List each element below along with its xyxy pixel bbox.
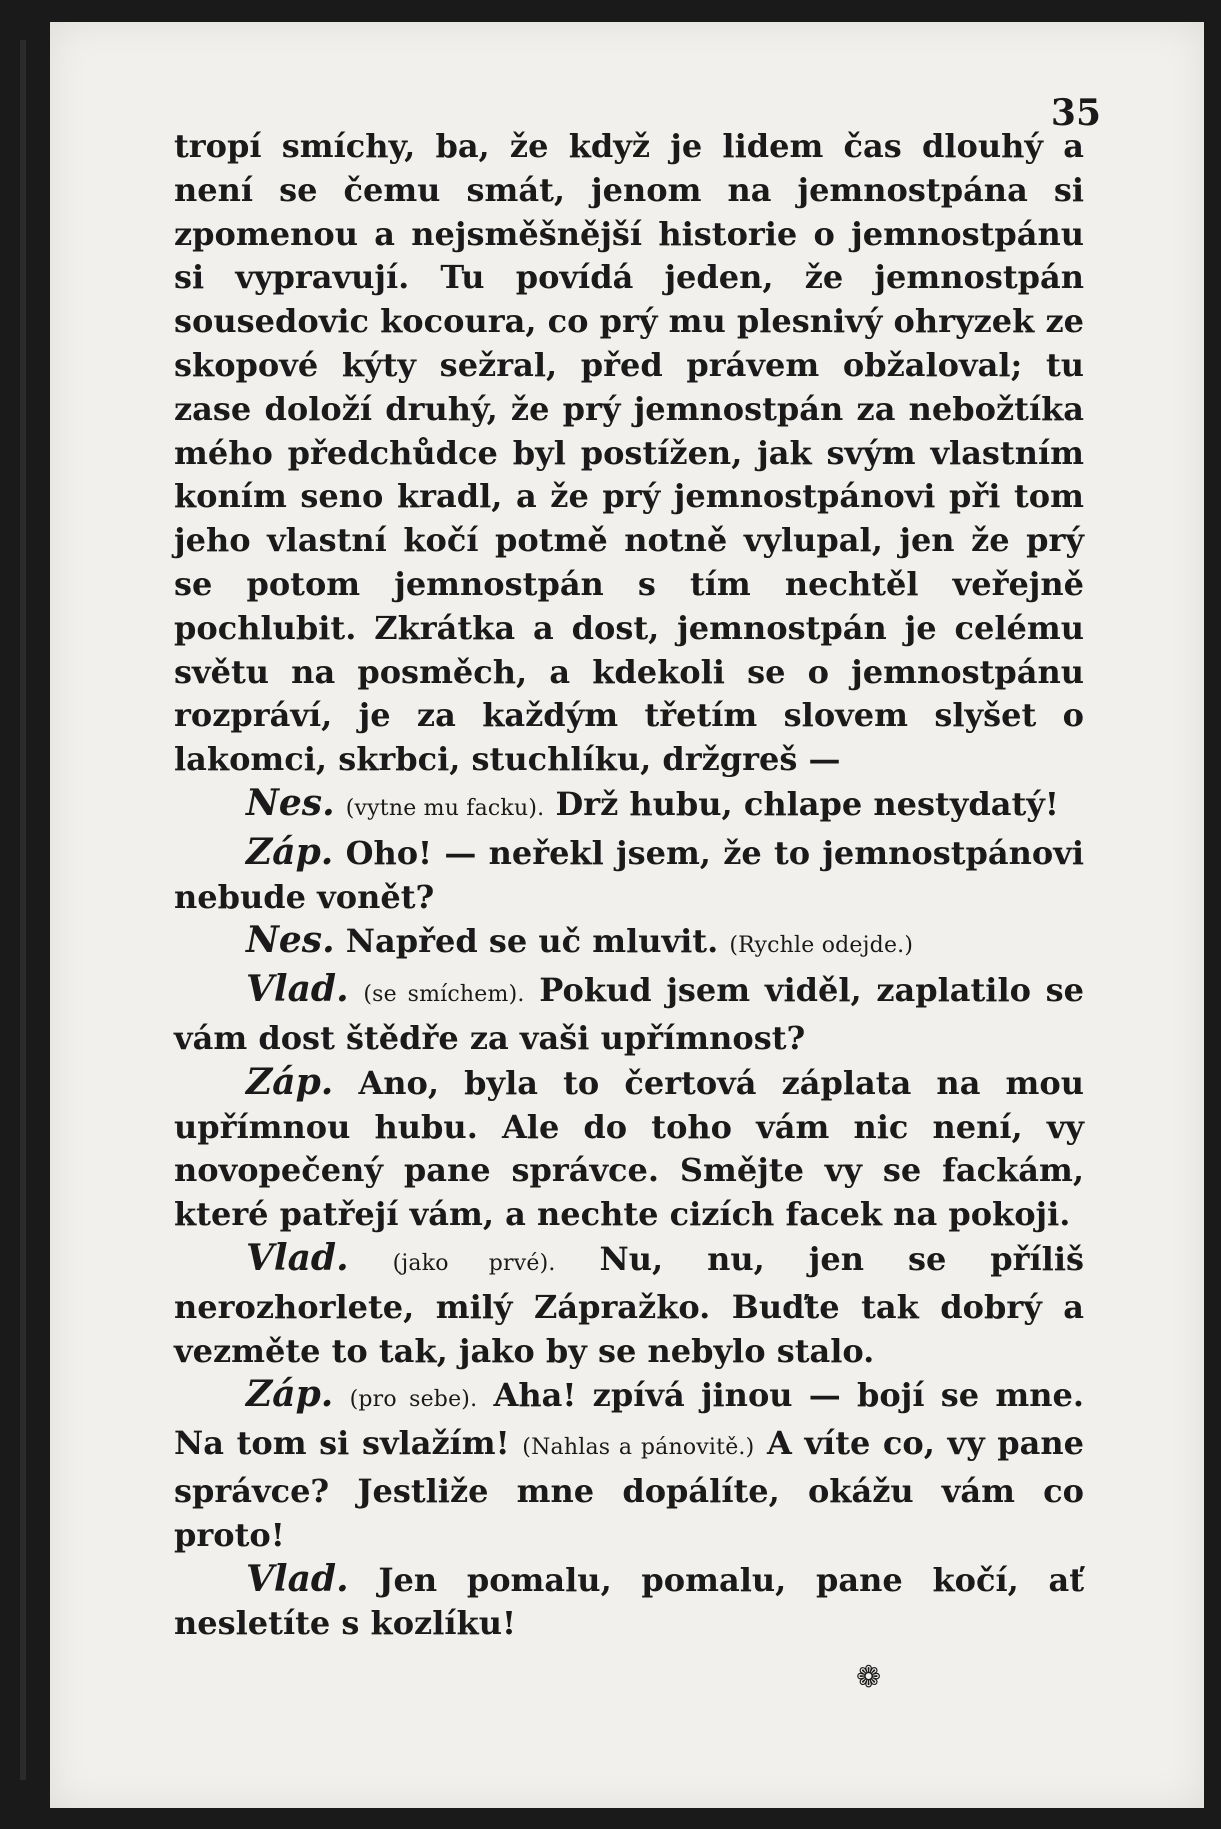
speech-text: A víte co, vy pane správce? Jestliže mne dopálíte, okážu vám co proto! [174, 1424, 1085, 1554]
speech-7 [174, 1373, 1084, 1557]
speaker-name: Záp. [246, 1373, 334, 1416]
speaker-name: Vlad. [246, 1557, 349, 1600]
speech-2 [174, 831, 1084, 920]
page-number: 35 [1050, 92, 1101, 134]
stage-direction: (vytne mu facku). [345, 795, 545, 821]
speaker-name: Nes. [246, 781, 335, 824]
speaker-name: Nes. [246, 919, 335, 962]
speech-3 [174, 919, 1084, 968]
speaker-name: Záp. [246, 1060, 334, 1103]
speech-text: Aha! zpívá jinou — bojí se mne. Na tom si svlažím! [174, 1376, 1084, 1463]
stage-direction: (jako prvé). [392, 1250, 556, 1276]
speech-text: Ano, byla to čertová záplata na mou upřímnou hubu. Ale do toho vám nic není, vy novopečený pane správce. Smějte vy se fackám, které patřejí vám, a nechte cizích facek na pokoji. [174, 1063, 1085, 1234]
stage-direction: (Nahlas a pánovitě.) [522, 1435, 755, 1461]
stage-direction: (se smíchem). [363, 982, 525, 1008]
speech-4 [174, 968, 1084, 1061]
speaker-name: Vlad. [246, 1236, 349, 1279]
stage-direction: (Rychle odejde.) [729, 933, 914, 959]
speech-5 [174, 1061, 1084, 1237]
speech-6 [174, 1237, 1084, 1373]
speech-text: Jen pomalu, pomalu, pane kočí, ať nesletíte s kozlíku! [174, 1560, 1085, 1643]
opening-paragraph: tropí smíchy, ba, že když je lidem čas dlouhý a není se čemu smát, jenom na jemnostpána si zpomenou a nejsměšnější historie o jemnostpánu si vypravují. Tu povídá jeden, že jemnostpán sousedovic kocoura, co prý mu plesnivý ohryzek ze skopové kýty sežral, před právem obžaloval; tu zase doloží druhý, že prý jemnostpán za nebožtíka mého předchůdce byl postížen, jak svým vlastním koním seno kradl, a že prý jemnostpánovi při tom jeho vlastní kočí potmě notně vylupal, jen že prý se potom jemnostpán s tím nechtěl veřejně pochlubit. Zkrátka a dost, jemnostpán je celému světu na posměch, a kdekoli se o jemnostpánu rozpráví, je za každým třetím slovem slyšet o lakomci, skrbci, stuchlíku, držgreš — [174, 127, 1084, 779]
speaker-name: Vlad. [246, 968, 349, 1011]
stage-direction: (pro sebe). [349, 1387, 478, 1413]
speech-8 [174, 1558, 1084, 1647]
speech-1 [174, 782, 1084, 831]
speech-text: Nu, nu, jen se příliš nerozhorlete, milý Zápražko. Buďte tak dobrý a vezměte to tak, jako by se nebylo stalo. [174, 1239, 1084, 1370]
speech-text: Pokud jsem viděl, zaplatilo se vám dost štědře za vaši upřímnost? [174, 971, 1085, 1057]
ornament-icon: ❁ [856, 1660, 882, 1695]
speech-text: Oho! — neřekl jsem, že to jemnostpánovi nebude vonět? [174, 833, 1085, 916]
speech-text: Drž hubu, chlape nestydatý! [555, 784, 1059, 823]
book-spine-edge [20, 40, 26, 1780]
page-text [174, 125, 1084, 1646]
speech-text: Napřed se uč mluvit. [345, 922, 719, 961]
speaker-name: Záp. [246, 830, 334, 873]
